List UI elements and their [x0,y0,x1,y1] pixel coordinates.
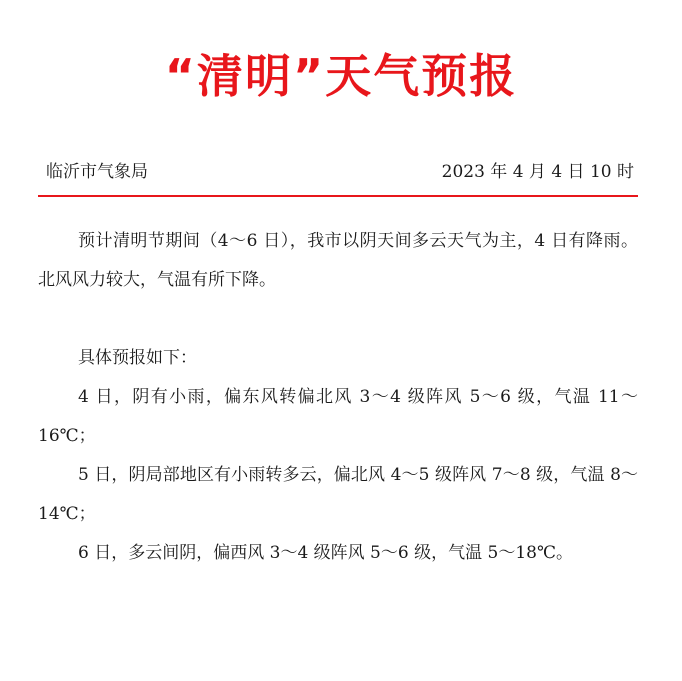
issue-info [40,158,636,186]
forecast-day-4: 4 日，阴有小雨，偏东风转偏北风 3～4 级阵风 5～6 级，气温 11～16℃； [38,387,638,446]
intro-paragraph: 预计清明节期间（4～6 日），我市以阴天间多云天气为主，4 日有降雨。北风风力较大，气温有所下降。 [38,231,638,290]
forecast-day-6: 6 日，多云间阴，偏西风 3～4 级阵风 5～6 级，气温 5～18℃。 [78,543,573,563]
issuer-name: 临沂市气象局 [46,162,148,182]
header-divider [38,195,638,197]
issue-datetime: 2023 年 4 月 4 日 10 时 [441,162,634,182]
forecast-heading: 具体预报如下： [78,348,197,368]
page-title: “清明”天气预报 [164,49,518,103]
forecast-day-5: 5 日，阴局部地区有小雨转多云，偏北风 4～5 级阵风 7～8 级，气温 8～14℃； [38,465,638,524]
